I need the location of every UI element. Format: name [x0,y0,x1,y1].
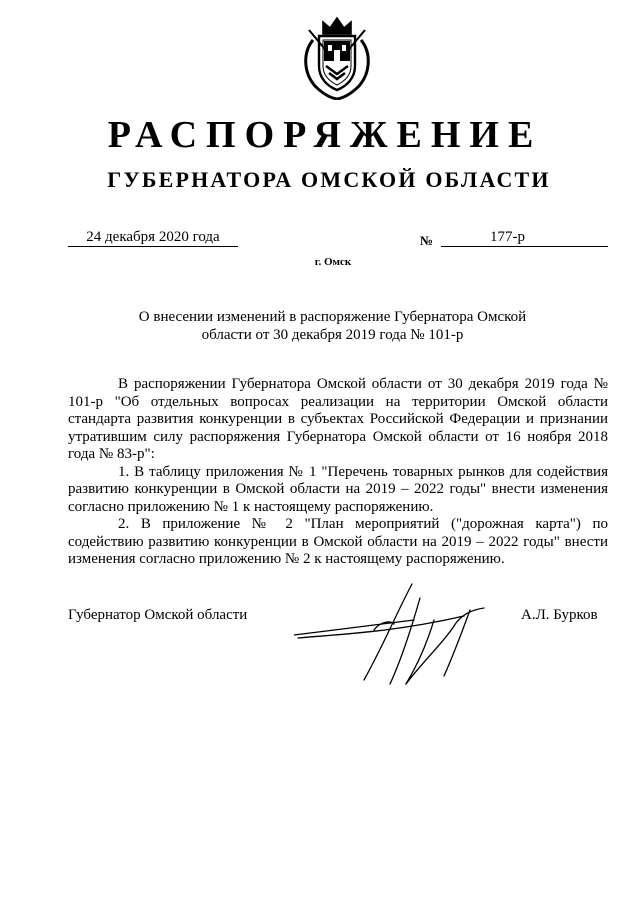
signature-block [68,606,608,626]
handwritten-signature [294,580,494,690]
document-title: РАСПОРЯЖЕНИЕ [107,114,543,156]
number-sign: № [420,233,434,248]
coat-of-arms-icon [299,14,375,100]
document-body [68,376,608,569]
heading-line-2: области от 30 декабря 2019 года № 101-р [201,327,464,343]
signatory-position: Губернатор Омской области [68,607,248,623]
signatory-name: А.Л. Бурков [521,607,598,623]
document-number: 177-р [490,229,525,245]
document-subtitle: ГУБЕРНАТОРА ОМСКОЙ ОБЛАСТИ [107,167,551,192]
body-paragraph-intro: В распоряжении Губернатора Омской области от 30 декабря 2019 года № 101-р "Об отдельных вопросах реализации на территории Омской области стандарта развития конкуренции в субъектах Российской Федерации и признании утратившим силу распоряжения Губернатора Омской области от 16 ноября 2018 года № 83-р": [68,376,608,462]
body-paragraph-item-1: 1. В таблицу приложения № 1 "Перечень товарных рынков для содействия развитию конкуренции в Омской области на 2019 – 2022 годы" внести изменения согласно приложению № 1 к настоящему распоряжению. [68,463,608,515]
heading-line-1: О внесении изменений в распоряжение Губернатора Омской [138,309,527,325]
document-heading [120,308,545,344]
body-paragraph-item-2: 2. В приложение № 2 "План мероприятий ("дорожная карта") по содействию развитию конкуренции в Омской области на 2019 – 2022 годы" внести изменения согласно приложению № 2 к настоящему распоряжению. [68,516,608,567]
document-city: г. Омск [314,256,352,268]
document-date: 24 декабря 2020 года [68,228,238,247]
